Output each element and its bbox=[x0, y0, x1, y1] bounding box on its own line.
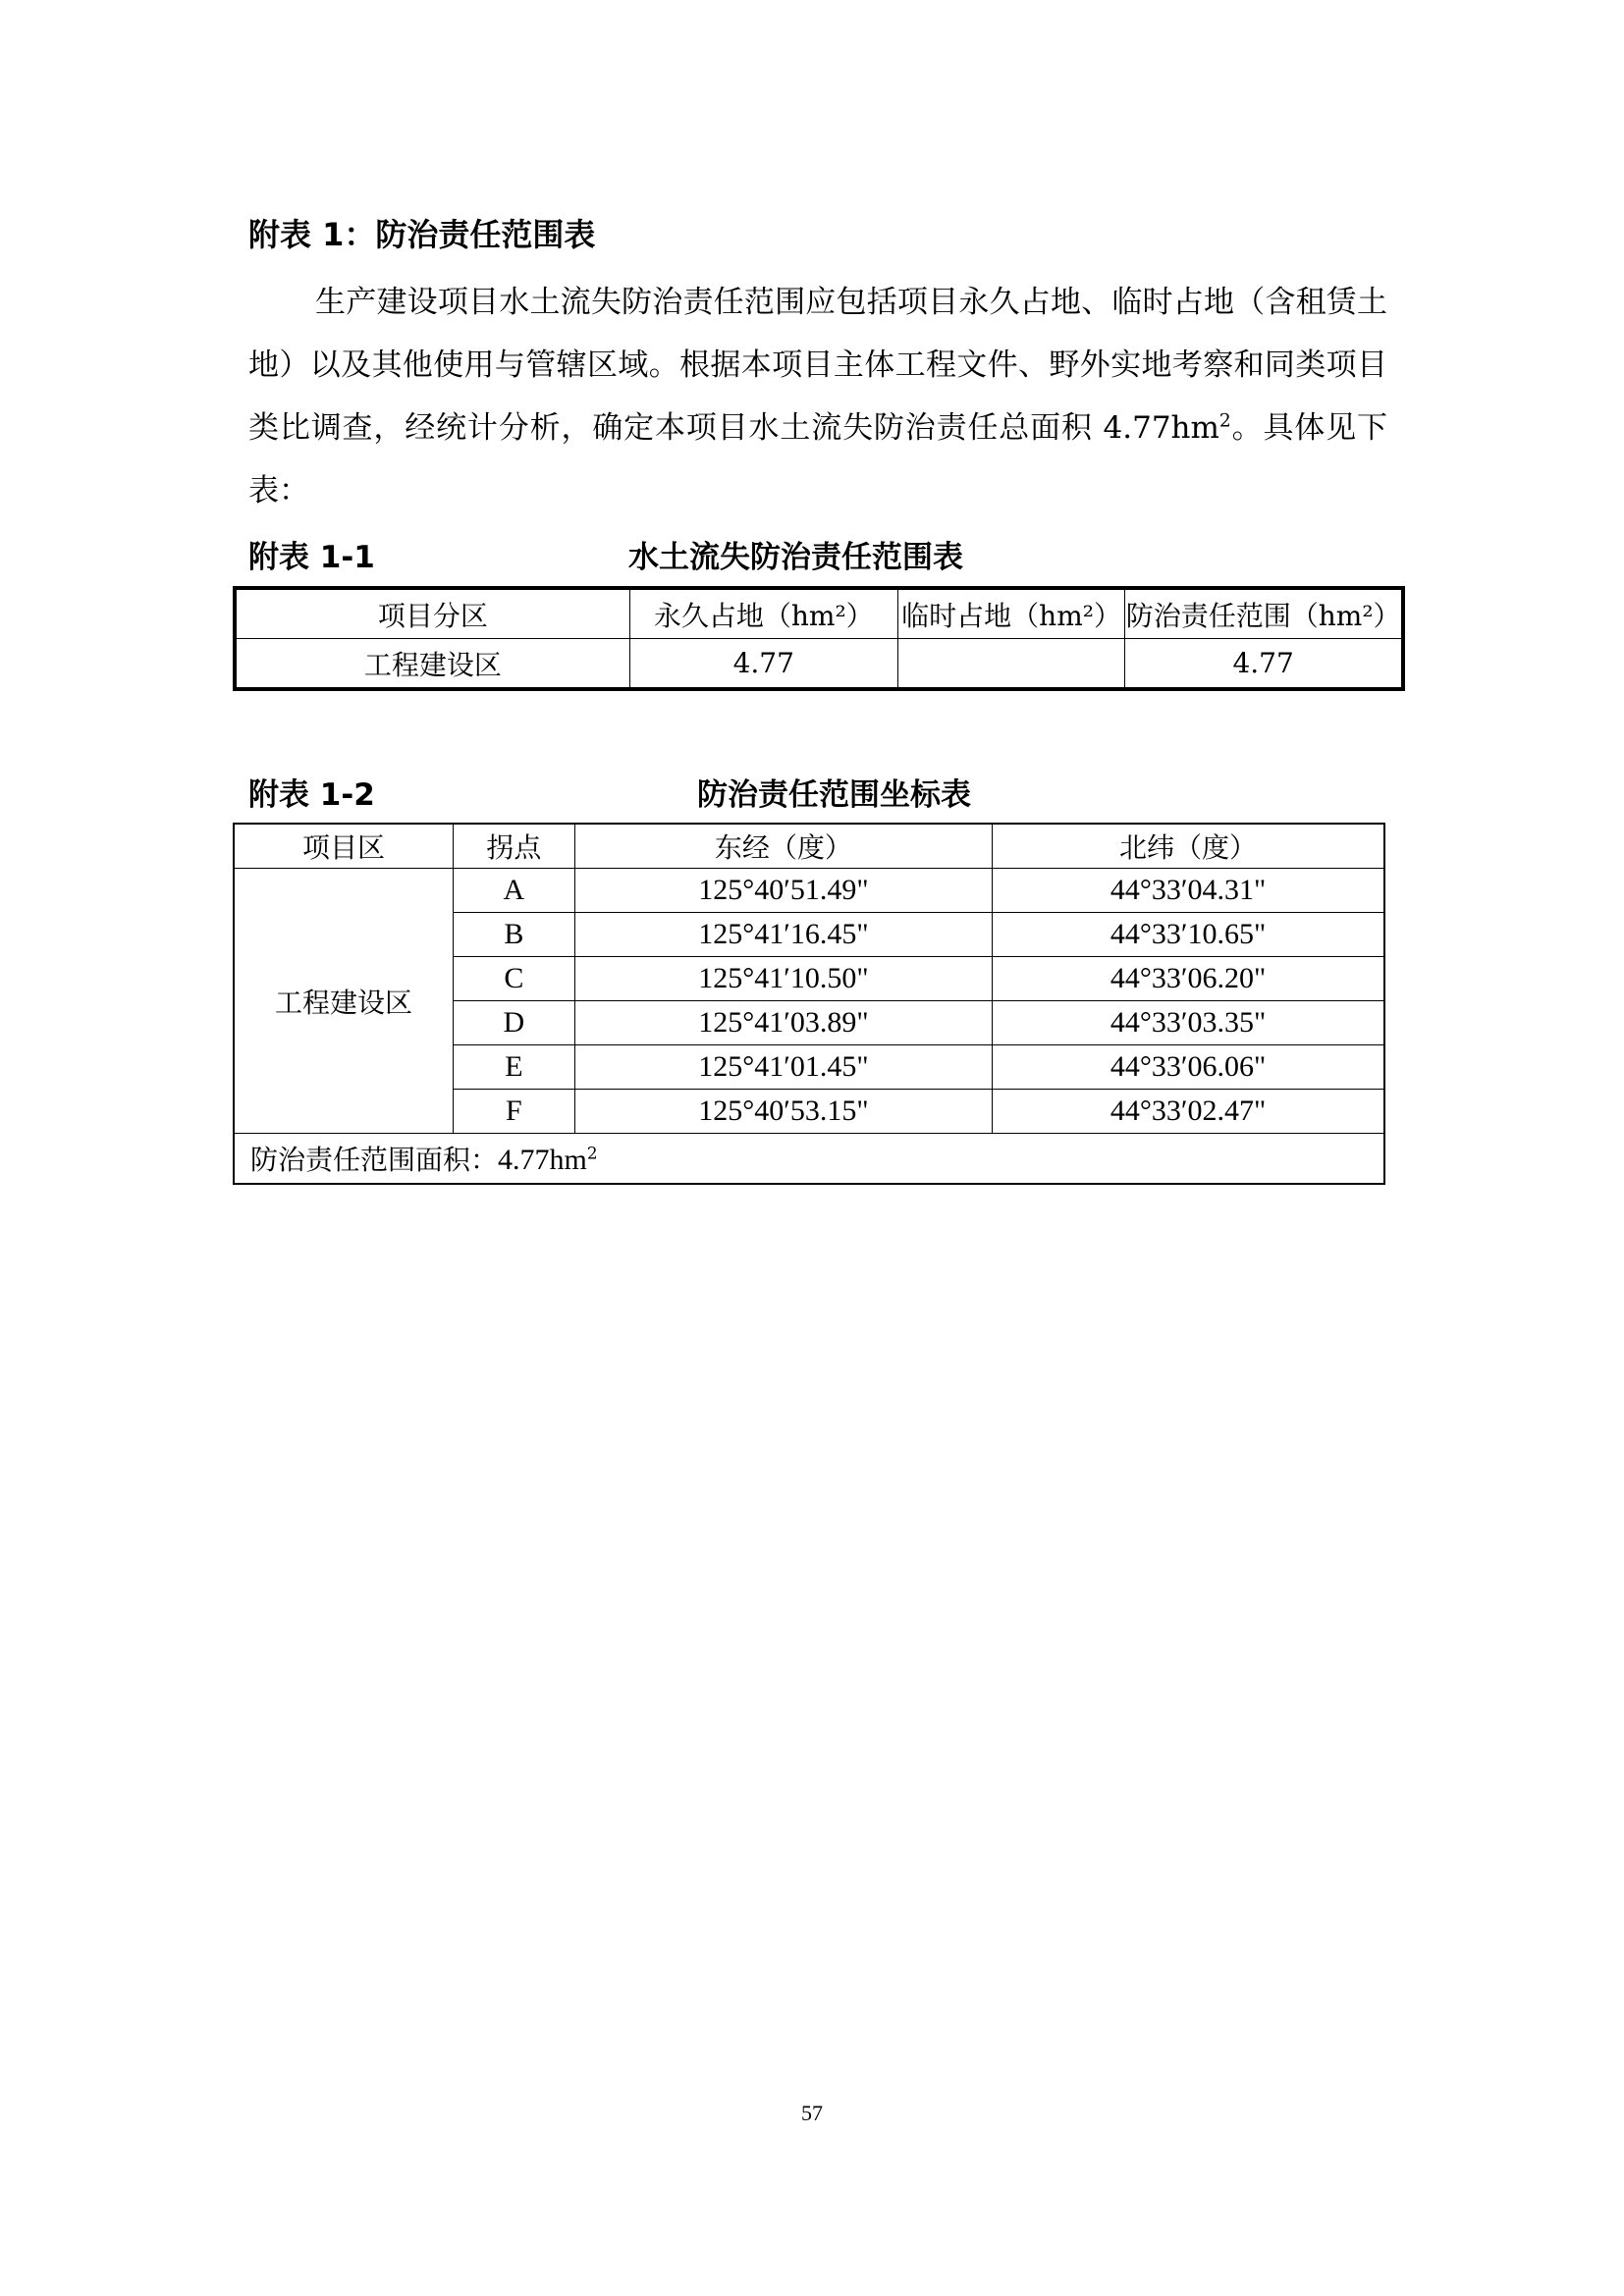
latitude-cell: 44°33′10.65" bbox=[993, 913, 1384, 957]
table-row bbox=[234, 869, 1384, 913]
header-cell: 北纬（度） bbox=[993, 824, 1384, 869]
latitude-cell: 44°33′06.20" bbox=[993, 957, 1384, 1001]
latitude-cell: 44°33′02.47" bbox=[993, 1090, 1384, 1134]
table-footer-row bbox=[234, 1134, 1384, 1185]
intro-tail: 。具体见下表： bbox=[248, 410, 1387, 508]
footer-label: 防治责任范围面积： bbox=[250, 1144, 499, 1176]
intro-text: 生产建设项目水土流失防治责任范围应包括项目永久占地、临时占地（含租赁土地）以及其他使用与管辖区域。根据本项目主体工程文件、野外实地考察和同类项目类比调查，经统计分析，确定本项目水土流失防治责任总面积 4.77hm bbox=[248, 285, 1387, 446]
point-cell: C bbox=[454, 957, 575, 1001]
total-area-cell: 4.77 bbox=[1125, 639, 1403, 690]
zone-cell: 工程建设区 bbox=[234, 869, 454, 1134]
point-cell: B bbox=[454, 913, 575, 957]
header-cell: 项目分区 bbox=[235, 588, 629, 639]
footer-value: 4.77hm bbox=[498, 1144, 587, 1176]
latitude-cell: 44°33′03.35" bbox=[993, 1001, 1384, 1045]
table2-number: 附表 1-2 bbox=[248, 777, 375, 813]
table-header-row bbox=[234, 824, 1384, 869]
table1-number: 附表 1-1 bbox=[248, 540, 375, 575]
header-cell: 临时占地（hm²） bbox=[897, 588, 1124, 639]
point-cell: A bbox=[454, 869, 575, 913]
header-cell: 东经（度） bbox=[574, 824, 992, 869]
zone-cell: 工程建设区 bbox=[235, 639, 629, 690]
table-header-row bbox=[235, 588, 1403, 639]
table1-title: 水土流失防治责任范围表 bbox=[628, 540, 963, 575]
longitude-cell: 125°41′01.45" bbox=[574, 1045, 992, 1090]
point-cell: F bbox=[454, 1090, 575, 1134]
point-cell: D bbox=[454, 1001, 575, 1045]
page-number: 57 bbox=[801, 2101, 823, 2125]
longitude-cell: 125°40′53.15" bbox=[574, 1090, 992, 1134]
latitude-cell: 44°33′06.06" bbox=[993, 1045, 1384, 1090]
footer-superscript: 2 bbox=[586, 1143, 598, 1163]
table-row bbox=[235, 639, 1403, 690]
coordinate-table bbox=[233, 823, 1385, 1185]
header-cell: 项目区 bbox=[234, 824, 454, 869]
temporary-area-cell bbox=[897, 639, 1124, 690]
longitude-cell: 125°41′16.45" bbox=[574, 913, 992, 957]
latitude-cell: 44°33′04.31" bbox=[993, 869, 1384, 913]
longitude-cell: 125°41′03.89" bbox=[574, 1001, 992, 1045]
total-area-summary bbox=[234, 1134, 1384, 1185]
longitude-cell: 125°40′51.49" bbox=[574, 869, 992, 913]
point-cell: E bbox=[454, 1045, 575, 1090]
table2-title: 防治责任范围坐标表 bbox=[697, 777, 971, 813]
permanent-area-cell: 4.77 bbox=[629, 639, 897, 690]
intro-paragraph bbox=[248, 271, 1387, 522]
longitude-cell: 125°41′10.50" bbox=[574, 957, 992, 1001]
intro-superscript: 2 bbox=[1218, 410, 1231, 432]
responsibility-area-table bbox=[233, 586, 1405, 691]
header-cell: 防治责任范围（hm²） bbox=[1125, 588, 1403, 639]
appendix-heading: 附表 1：防治责任范围表 bbox=[248, 216, 596, 253]
header-cell: 拐点 bbox=[454, 824, 575, 869]
header-cell: 永久占地（hm²） bbox=[629, 588, 897, 639]
